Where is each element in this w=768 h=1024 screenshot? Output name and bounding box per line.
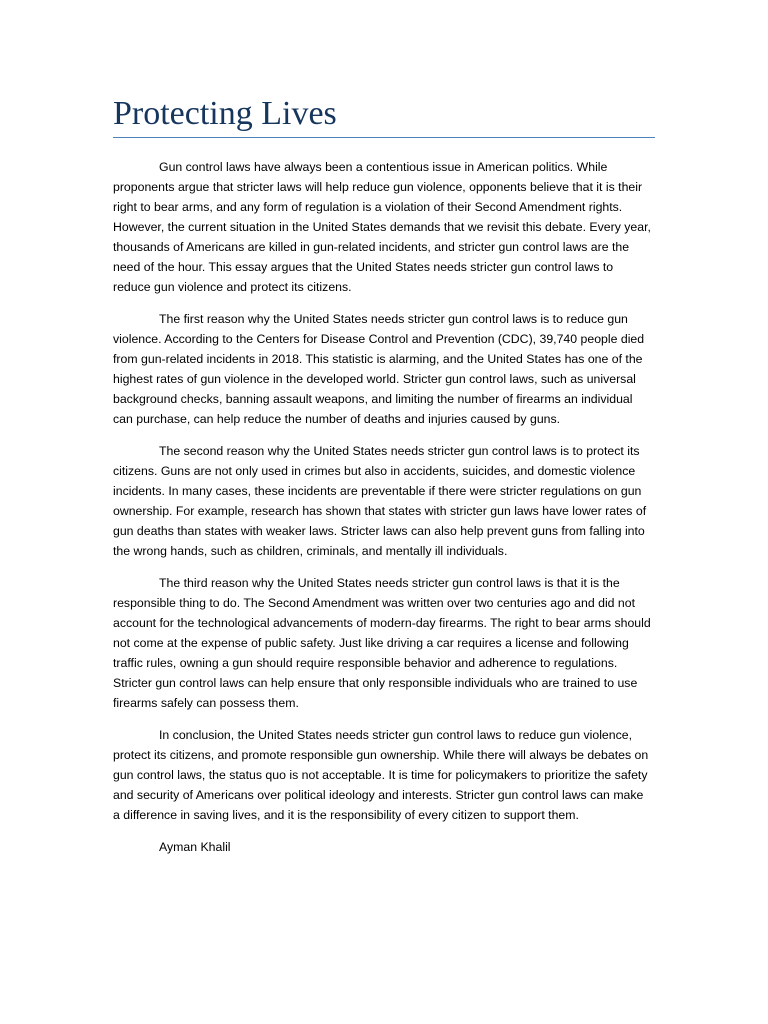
author-signature: Ayman Khalil — [159, 840, 231, 854]
paragraph-introduction: Gun control laws have always been a contentious issue in American politics. While proponents argue that stricter laws will help reduce gun violence, opponents believe that it is their right to bear arms, and any form of regulation is a violation of their Second Amendment rights. However, the current situation in the United States demands that we revisit this debate. Every year, thousands of Americans are killed in gun-related incidents, and stricter gun control laws are the need of the hour. This essay argues that the United States needs stricter gun control laws to reduce gun violence and protect its citizens. — [113, 160, 651, 294]
title-underline-rule — [113, 137, 655, 138]
paragraph-third-reason: The third reason why the United States needs stricter gun control laws is that it is the responsible thing to do. The Second Amendment was written over two centuries ago and did not account for the technological advancements of modern-day firearms. The right to bear arms should not come at the expense of public safety. Just like driving a car requires a license and following traffic rules, owning a gun should require responsible behavior and adherence to regulations. Stricter gun control laws can help ensure that only responsible individuals who are trained to use firearms safely can possess them. — [113, 576, 651, 710]
paragraph-conclusion: In conclusion, the United States needs stricter gun control laws to reduce gun violence, protect its citizens, and promote responsible gun ownership. While there will always be debates on gun control laws, the status quo is not acceptable. It is time for policymakers to prioritize the safety and security of Americans over political ideology and interests. Stricter gun control laws can make a difference in saving lives, and it is the responsibility of every citizen to support them. — [113, 728, 649, 822]
document-title: Protecting Lives — [113, 95, 337, 132]
paragraph-first-reason: The first reason why the United States needs stricter gun control laws is to reduce gun violence. According to the Centers for Disease Control and Prevention (CDC), 39,740 people died from gun-related incidents in 2018. This statistic is alarming, and the United States has one of the highest rates of gun violence in the developed world. Stricter gun control laws, such as universal background checks, banning assault weapons, and limiting the number of firearms an individual can purchase, can help reduce the number of deaths and injuries caused by guns. — [113, 312, 645, 426]
essay-body — [113, 157, 653, 857]
paragraph-second-reason: The second reason why the United States needs stricter gun control laws is to protect its citizens. Guns are not only used in crimes but also in accidents, suicides, and domestic violence incidents. In many cases, these incidents are preventable if there were stricter regulations on gun ownership. For example, research has shown that states with stricter gun laws have lower rates of gun deaths than states with weaker laws. Stricter laws can also help prevent guns from falling into the wrong hands, such as children, criminals, and mentally ill individuals. — [113, 444, 647, 558]
